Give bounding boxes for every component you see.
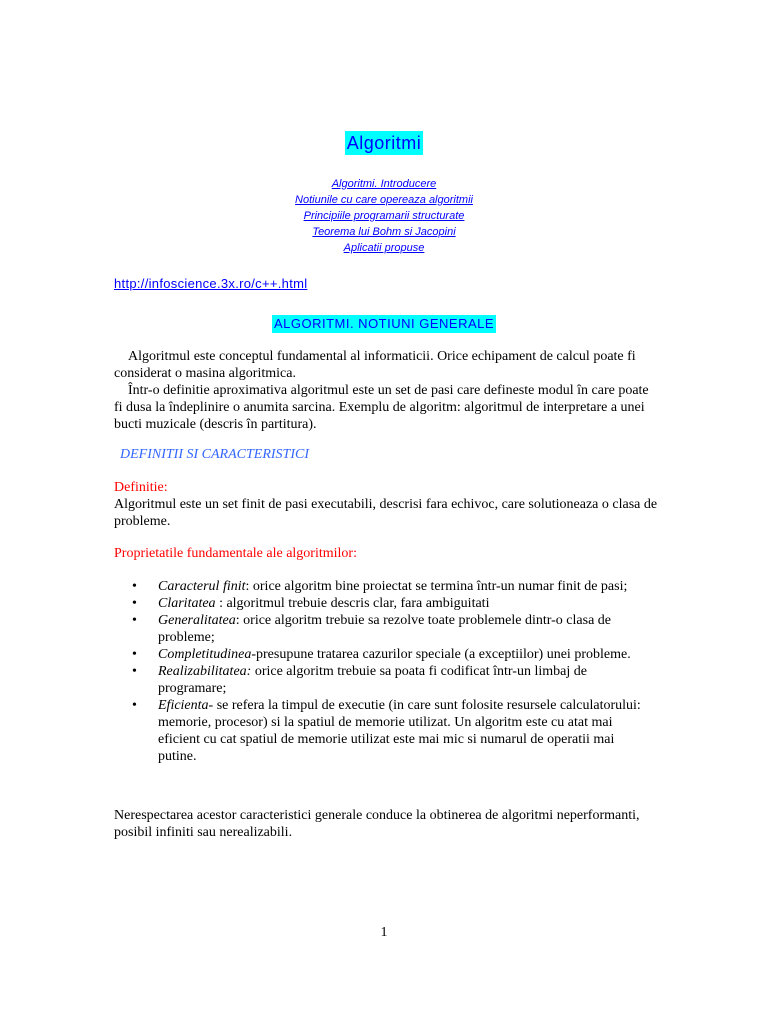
property-text: : algoritmul trebuie descris clar, fara ambiguitati — [215, 596, 490, 611]
property-text: - se refera la timpul de executie (in care sunt folosite resursele calculatorului: memorie, procesor) si la spatiul de memorie utilizat. Un algoritm este cu atat mai eficient cu cat spatiul de memorie utilizat este mai mic si numarul de operatii mai putine. — [158, 698, 641, 764]
property-text: orice algoritm trebuie sa poata fi codificat într-un limbaj de programare; — [158, 664, 587, 696]
bullet-icon: • — [132, 613, 137, 628]
toc-link-aplicatii[interactable]: Aplicatii propuse — [343, 242, 425, 254]
property-term: Claritatea — [158, 596, 216, 611]
list-item — [114, 646, 654, 663]
definition-label: Definitie: — [114, 480, 168, 495]
list-item — [114, 578, 654, 595]
bullet-icon: • — [132, 579, 137, 594]
properties-list — [114, 578, 654, 765]
property-term: Completitudinea — [158, 647, 252, 662]
list-item — [114, 697, 654, 765]
bullet-icon: • — [132, 596, 137, 611]
bullet-icon: • — [132, 647, 137, 662]
section-title: ALGORITMI. NOTIUNI GENERALE — [273, 316, 495, 331]
bullet-icon: • — [132, 664, 137, 679]
bullet-icon: • — [132, 698, 137, 713]
property-term: Caracterul finit — [158, 579, 246, 594]
property-text: -presupune tratarea cazurilor speciale (a exceptiilor) unei probleme. — [251, 647, 631, 662]
intro-paragraphs — [114, 348, 659, 433]
source-url-link[interactable]: http://infoscience.3x.ro/c++.html — [114, 276, 308, 291]
title-wrapper — [0, 131, 768, 155]
property-term: Realizabilitatea: — [158, 664, 252, 679]
definition-block — [114, 479, 674, 530]
list-item — [114, 612, 654, 646]
intro-paragraph-1: Algoritmul este conceptul fundamental al informaticii. Orice echipament de calcul poate fi considerat o masina algoritmica. — [114, 349, 636, 381]
definitions-heading: DEFINITII SI CARACTERISTICI — [120, 447, 309, 462]
table-of-contents — [0, 176, 768, 256]
property-term: Eficienta — [158, 698, 209, 713]
property-term: Generalitatea — [158, 613, 236, 628]
properties-heading: Proprietatile fundamentale ale algoritmilor: — [114, 546, 357, 561]
list-item — [114, 595, 654, 612]
list-item — [114, 663, 654, 697]
page-number: 1 — [380, 925, 388, 940]
section-title-wrapper — [0, 315, 768, 333]
closing-paragraph: Nerespectarea acestor caracteristici generale conduce la obtinerea de algoritmi neperformanti, posibil infiniti sau nerealizabili. — [114, 808, 640, 840]
definition-text: Algoritmul este un set finit de pasi executabili, descrisi fara echivoc, care solutioneaza o clasa de probleme. — [114, 497, 658, 529]
page-title: Algoritmi — [346, 133, 422, 153]
property-text: : orice algoritm trebuie sa rezolve toate problemele dintr-o clasa de probleme; — [158, 613, 611, 645]
toc-link-notiuni[interactable]: Notiunile cu care opereaza algoritmii — [295, 194, 473, 206]
intro-paragraph-2: Într-o definitie aproximativa algoritmul este un set de pasi care defineste modul în care poate fi dusa la îndeplinire o anumita sarcina. Exemplu de algoritm: algoritmul de interpretare a unei bucti muzicale (descris în partitura). — [114, 383, 649, 432]
toc-link-teorema[interactable]: Teorema lui Bohm si Jacopini — [312, 226, 456, 238]
toc-link-principii[interactable]: Principiile programarii structurate — [303, 210, 465, 222]
toc-link-introducere[interactable]: Algoritmi. Introducere — [331, 178, 437, 190]
property-text: : orice algoritm bine proiectat se termina într-un numar finit de pasi; — [245, 579, 628, 594]
